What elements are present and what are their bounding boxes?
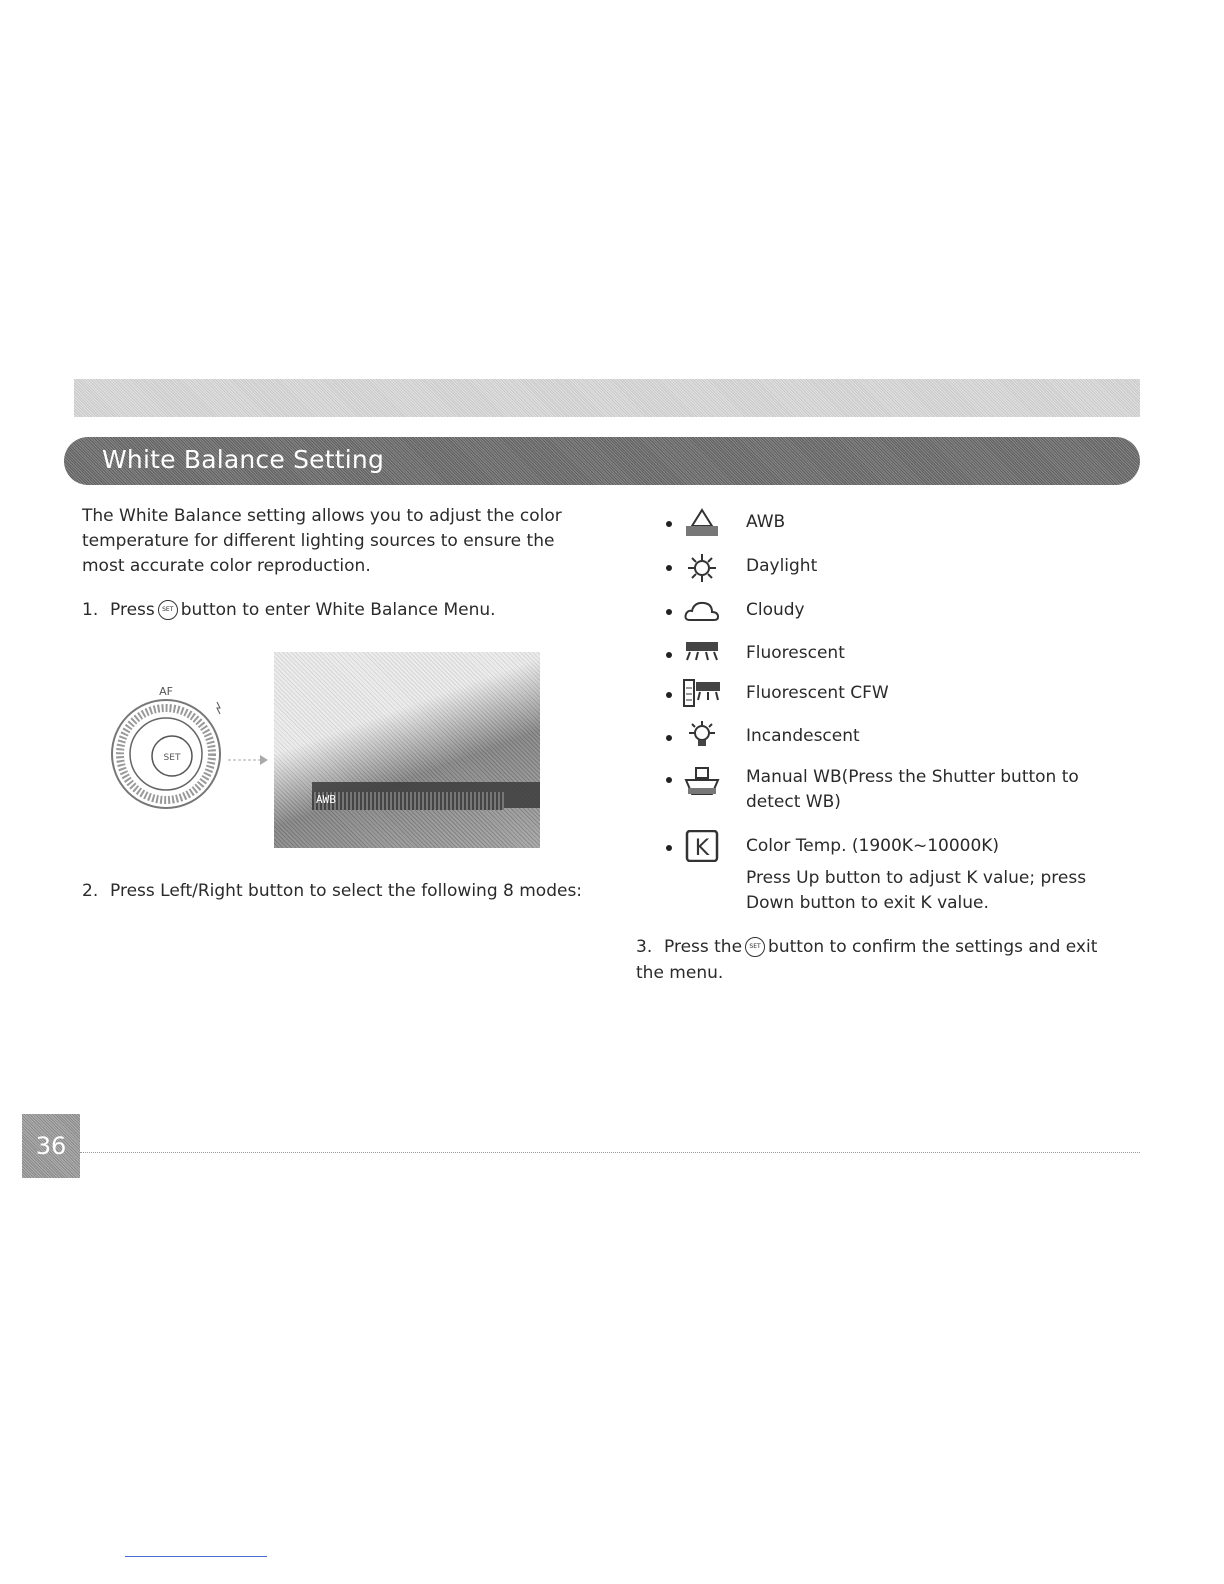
incandescent-icon bbox=[680, 720, 724, 752]
control-dial-illustration bbox=[110, 650, 270, 850]
wb-selection-bar bbox=[312, 792, 504, 810]
bullet bbox=[666, 521, 672, 527]
step-text-after: button to confirm the settings and exit the menu. bbox=[636, 937, 1098, 983]
camera-figure bbox=[110, 650, 542, 850]
step-1 bbox=[82, 597, 496, 623]
set-button-icon: SET bbox=[745, 937, 765, 957]
wb-mode-label: Cloudy bbox=[746, 600, 805, 620]
step-number: 1. bbox=[82, 600, 99, 620]
set-button-icon: SET bbox=[158, 600, 178, 620]
svg-text:K: K bbox=[694, 836, 710, 861]
fluorescent-cfw-icon bbox=[680, 678, 724, 710]
intro-paragraph: The White Balance setting allows you to adjust the color temperature for different lighting sources to ensure the most accurate color reproduction. bbox=[82, 506, 562, 576]
page-number: 36 bbox=[22, 1114, 80, 1178]
wb-mode-label: Manual WB(Press the Shutter button to detect WB) bbox=[746, 767, 1079, 812]
step-number: 2. bbox=[82, 881, 99, 901]
bullet bbox=[666, 692, 672, 698]
bullet bbox=[666, 652, 672, 658]
bottom-underline bbox=[125, 1556, 267, 1557]
step-text: Press Left/Right button to select the following 8 modes: bbox=[110, 881, 583, 901]
bullet bbox=[666, 735, 672, 741]
bullet bbox=[666, 565, 672, 571]
cloudy-icon bbox=[680, 594, 724, 626]
section-title-band bbox=[64, 437, 1140, 485]
color-temp-icon bbox=[680, 830, 724, 862]
wb-mode-label: Fluorescent bbox=[746, 643, 845, 663]
bullet bbox=[666, 845, 672, 851]
color-temp-note: Press Up button to adjust K value; press Down button to exit K value. bbox=[746, 868, 1087, 913]
wb-mode-label: Fluorescent CFW bbox=[746, 683, 889, 703]
fluorescent-icon bbox=[680, 638, 724, 670]
wb-mode-label: Incandescent bbox=[746, 726, 860, 746]
step-text-before: Press bbox=[110, 600, 155, 620]
manual-wb-icon bbox=[680, 766, 724, 798]
menu-awb-label: AWB bbox=[316, 793, 336, 806]
wb-mode-label: Color Temp. (1900K~10000K) bbox=[746, 836, 1000, 856]
dial-af-label: AF bbox=[159, 685, 173, 698]
footer-divider bbox=[80, 1152, 1140, 1153]
wb-mode-label: AWB bbox=[746, 512, 786, 532]
step-text-before: Press the bbox=[664, 937, 743, 957]
wb-mode-label: Daylight bbox=[746, 556, 818, 576]
step-2 bbox=[82, 878, 582, 904]
header-band bbox=[74, 379, 1140, 417]
bullet bbox=[666, 609, 672, 615]
step-3 bbox=[636, 934, 1116, 986]
section-title: White Balance Setting bbox=[102, 445, 385, 474]
awb-icon bbox=[680, 508, 724, 540]
step-text-after: button to enter White Balance Menu. bbox=[180, 600, 496, 620]
daylight-icon bbox=[680, 552, 724, 584]
lcd-screen-preview bbox=[274, 652, 540, 848]
bullet bbox=[666, 777, 672, 783]
step-number: 3. bbox=[636, 937, 653, 957]
dial-set-label: SET bbox=[163, 753, 181, 763]
